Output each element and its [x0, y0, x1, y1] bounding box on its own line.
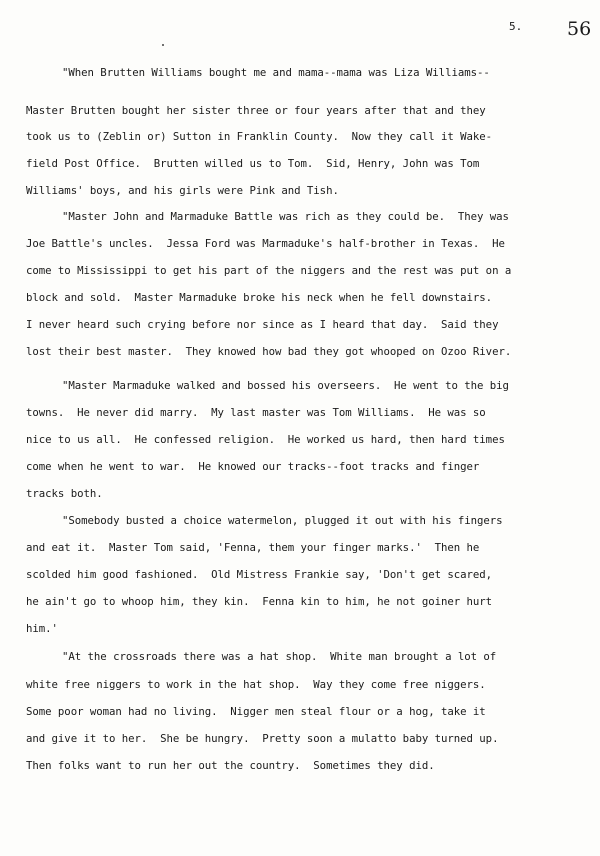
text-line: lost their best master. They knowed how bad they got whooped on Ozoo River.: [26, 345, 512, 358]
text-line: nice to us all. He confessed religion. He worked us hard, then hard times: [26, 433, 505, 446]
text-line: tracks both.: [26, 487, 103, 500]
text-line: come to Mississippi to get his part of the niggers and the rest was put on a: [26, 264, 512, 277]
ink-speck: [162, 44, 164, 46]
text-line: Then folks want to run her out the country. Sometimes they did.: [26, 759, 435, 772]
text-line: scolded him good fashioned. Old Mistress Frankie say, 'Don't get scared,: [26, 568, 493, 581]
text-line: he ain't go to whoop him, they kin. Fenna kin to him, he not goiner hurt: [26, 595, 493, 608]
text-line: "Somebody busted a choice watermelon, plugged it out with his fingers: [62, 514, 503, 527]
text-line: took us to (Zeblin or) Sutton in Franklin County. Now they call it Wake-: [26, 130, 493, 143]
text-line: Joe Battle's uncles. Jessa Ford was Marmaduke's half-brother in Texas. He: [26, 237, 505, 250]
text-line: Williams' boys, and his girls were Pink and Tish.: [26, 184, 339, 197]
stamped-page-number: 56: [567, 18, 592, 40]
text-line: "Master John and Marmaduke Battle was rich as they could be. They was: [62, 210, 509, 223]
text-line: come when he went to war. He knowed our tracks--foot tracks and finger: [26, 460, 480, 473]
text-line: and give it to her. She be hungry. Pretty soon a mulatto baby turned up.: [26, 732, 499, 745]
text-line: block and sold. Master Marmaduke broke his neck when he fell downstairs.: [26, 291, 493, 304]
text-line: white free niggers to work in the hat shop. Way they come free niggers.: [26, 678, 486, 691]
text-line: "At the crossroads there was a hat shop. White man brought a lot of: [62, 650, 497, 663]
text-line: I never heard such crying before nor since as I heard that day. Said they: [26, 318, 499, 331]
text-line: Some poor woman had no living. Nigger men steal flour or a hog, take it: [26, 705, 486, 718]
text-line: him.': [26, 622, 58, 635]
text-line: field Post Office. Brutten willed us to Tom. Sid, Henry, John was Tom: [26, 157, 480, 170]
text-line: "When Brutten Williams bought me and mama--mama was Liza Williams--: [62, 66, 490, 79]
text-line: Master Brutten bought her sister three or four years after that and they: [26, 104, 486, 117]
text-line: towns. He never did marry. My last master was Tom Williams. He was so: [26, 406, 486, 419]
text-line: "Master Marmaduke walked and bossed his overseers. He went to the big: [62, 379, 509, 392]
typed-page-number: 5.: [509, 20, 523, 33]
text-line: and eat it. Master Tom said, 'Fenna, them your finger marks.' Then he: [26, 541, 480, 554]
